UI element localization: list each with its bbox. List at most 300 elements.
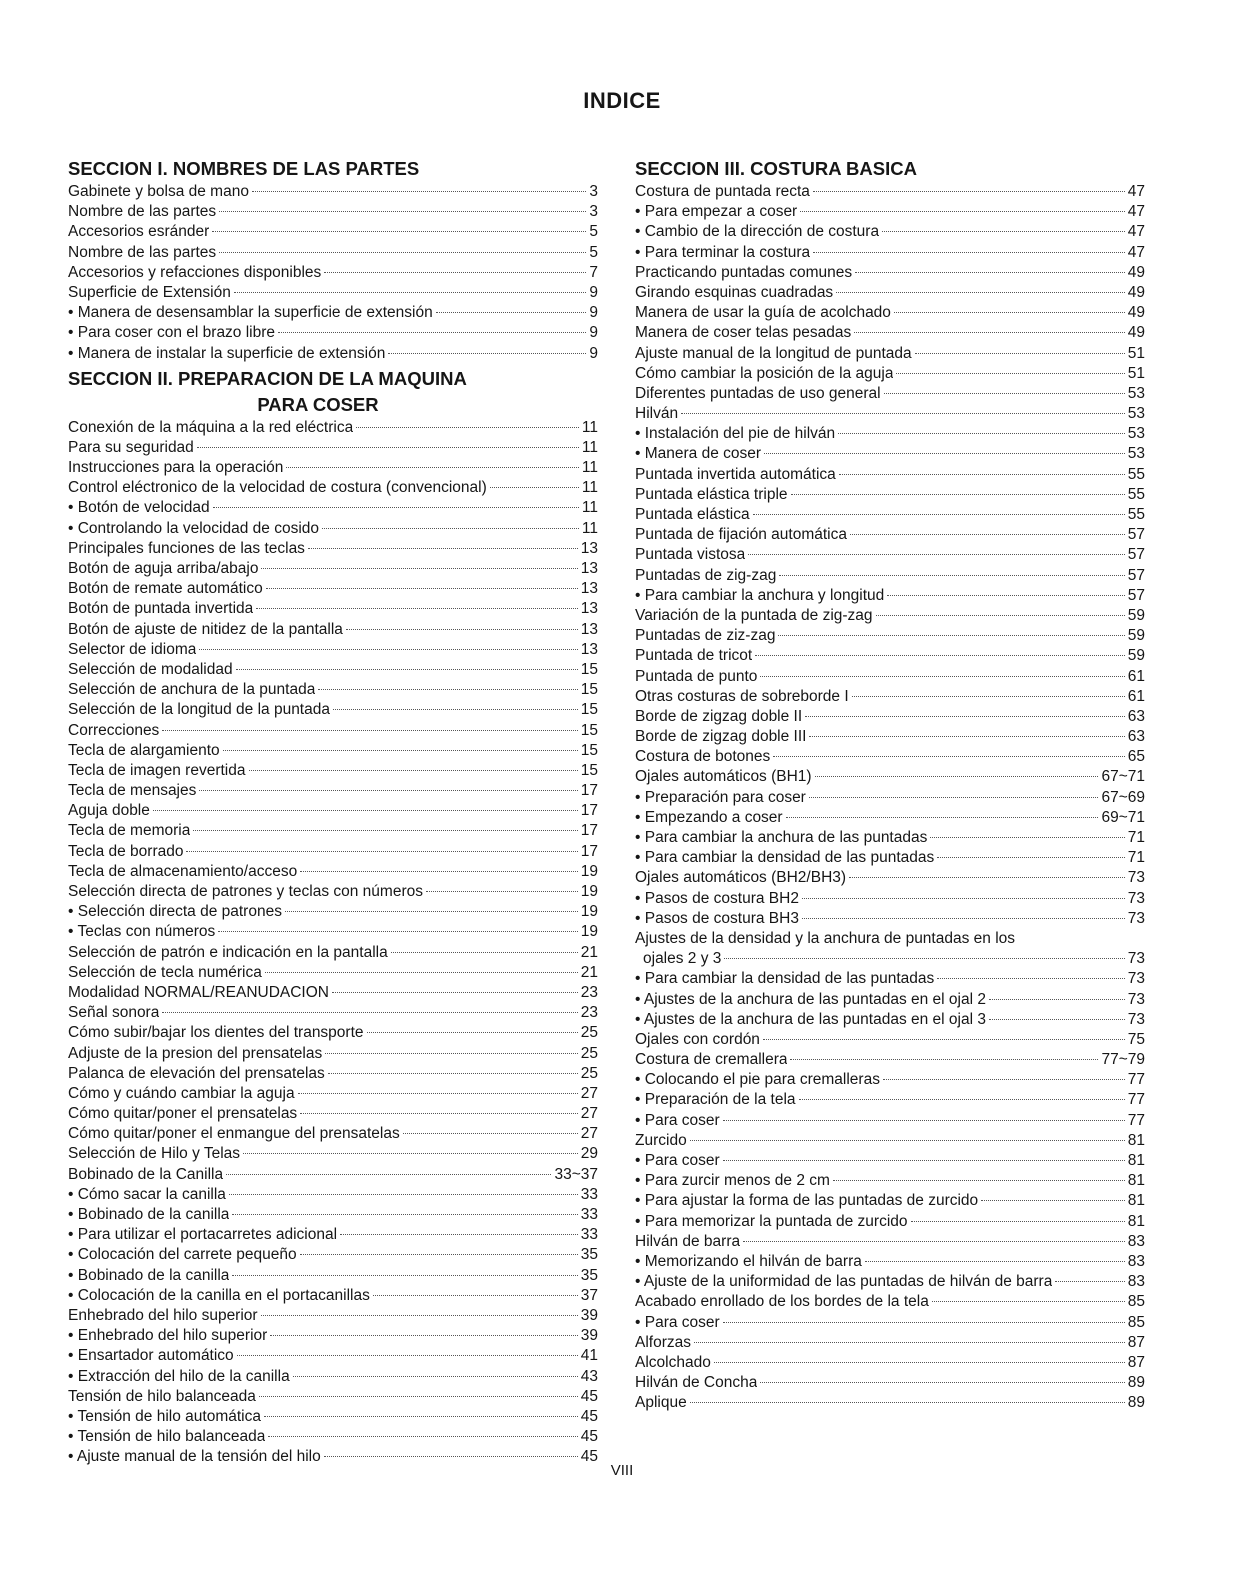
toc-entry-page: 75 [1127,1030,1145,1048]
toc-entry [68,1407,598,1427]
toc-entry-page: 19 [580,883,598,900]
toc-entry-title: Aplique [635,1394,687,1412]
dot-leader [800,211,1125,212]
toc-entry-page: 45 [580,1428,598,1446]
toc-entry [68,922,598,942]
toc-entry-title: Cómo subir/bajar los dientes del transporte [68,1024,364,1042]
toc-entry [635,606,1145,626]
dot-leader [799,1099,1125,1100]
toc-entry-page: 57 [1127,526,1145,544]
toc-entry [635,707,1145,727]
dot-leader [436,312,587,313]
toc-entry-page: 19 [580,923,598,941]
dot-leader [852,696,1125,697]
toc-entry-page: 45 [580,1448,598,1466]
toc-entry-page: 17 [580,802,598,820]
toc-entry-title: Cómo quitar/poner el prensatelas [68,1105,298,1123]
dot-leader [324,272,586,273]
dot-leader [332,992,578,993]
toc-entry [68,721,598,741]
toc-entry-page: 37 [580,1286,598,1304]
toc-entry-title: • Para memorizar la puntada de zurcido [635,1212,908,1230]
toc-entry-title: Superficie de Extensión [68,283,231,301]
dot-leader [882,231,1125,232]
toc-entry-page: 17 [580,842,598,860]
toc-entry [68,680,598,700]
toc-entry-page: 51 [1127,364,1145,382]
toc-entry [68,202,598,222]
toc-entry [635,626,1145,646]
dot-leader [259,1396,578,1397]
toc-entry [68,1185,598,1205]
toc-entry-page: 77 [1127,1111,1145,1129]
dot-leader [186,851,577,852]
toc-entry-page: 73 [1127,990,1145,1008]
dot-leader [300,871,578,872]
toc-entry [635,868,1145,888]
toc-entry-title: Conexión de la máquina a la red eléctrica [68,418,354,436]
dot-leader [813,252,1125,253]
toc-entry-page: 15 [580,681,598,699]
toc-entry [635,283,1145,303]
toc-entry-page: 9 [589,344,598,362]
toc-entry-title: Diferentes puntadas de uso general [635,384,881,402]
toc-entry-title: • Bobinado de la canilla [68,1206,230,1223]
toc-entry-page: 13 [580,560,598,577]
toc-entry-page: 87 [1127,1333,1145,1351]
toc-entry [68,862,598,882]
toc-entry [68,640,598,660]
toc-entry-title: • Colocación del carrete pequeño [68,1246,297,1264]
toc-entry-title: Tensión de hilo balanceada [68,1387,256,1405]
dot-leader [218,931,577,932]
toc-entry [68,579,598,599]
toc-entry-page: 7 [589,263,598,281]
dot-leader [839,474,1125,475]
toc-entry-title: Tecla de almacenamiento/acceso [68,862,298,880]
toc-entry-title: • Selección directa de patrones [68,903,282,921]
toc-entry [68,243,598,263]
toc-entry-title: • Ajustes de la anchura de las puntadas en el ojal 3 [635,1010,986,1028]
toc-entry-title: • Extracción del hilo de la canilla [68,1367,290,1385]
toc-entry-page: 55 [1127,485,1145,503]
dot-leader [278,332,586,333]
toc-entry [635,969,1145,989]
dot-leader [773,756,1124,757]
toc-entry-page: 83 [1127,1273,1145,1291]
toc-entry [635,323,1145,343]
dot-leader [367,1032,578,1033]
toc-entry-title: • Para zurcir menos de 2 cm [635,1172,830,1190]
toc-entry-title: Enhebrado del hilo superior [68,1306,258,1324]
toc-entry-title: Puntada invertida automática [635,465,836,483]
dot-leader [791,494,1125,495]
toc-entry-page: 49 [1127,324,1145,342]
toc-entry [68,620,598,640]
toc-entry-title: • Tensión de hilo automática [68,1407,261,1425]
dot-leader [915,353,1125,354]
toc-entry-page: 63 [1127,707,1145,725]
dot-leader [264,1416,578,1417]
toc-entry [635,646,1145,666]
toc-entry-title: Modalidad NORMAL/REANUDACION [68,983,329,1001]
section-2-subheading: PARA COSER [257,393,379,415]
toc-entry-title: Borde de zigzag doble III [635,728,807,746]
toc-entry-page: 89 [1127,1394,1145,1412]
toc-entry-page: 59 [1127,606,1145,624]
toc-entry-page: 17 [580,782,598,800]
dot-leader [373,1295,578,1296]
toc-entry [635,404,1145,424]
toc-entry-title: Puntada elástica [635,506,750,523]
toc-entry-page: 9 [589,283,598,301]
toc-entry-title: Palanca de elevación del prensatelas [68,1064,325,1082]
dot-leader [286,467,579,468]
toc-entry-title: • Memorizando el hilván de barra [635,1252,862,1270]
toc-entry-page: 73 [1127,869,1145,887]
toc-entry-title: Costura de cremallera [635,1051,788,1069]
toc-entry-title: • Para coser con el brazo libre [68,324,276,342]
dot-leader [318,689,577,690]
toc-entry [635,465,1145,485]
dot-leader [932,1301,1125,1302]
dot-leader [989,999,1125,1000]
dot-leader [865,1261,1125,1262]
dot-leader [243,1153,578,1154]
toc-entry-page: 27 [580,1084,598,1102]
toc-entry [68,1286,598,1306]
dot-leader [937,857,1124,858]
dot-leader [197,447,579,448]
toc-entry-page: 53 [1127,445,1145,463]
dot-leader [981,1200,1125,1201]
toc-entry-page: 35 [580,1246,598,1264]
toc-entry [635,344,1145,364]
toc-entry-title: Ojales automáticos (BH1) [635,768,812,786]
toc-entry-page: 63 [1127,728,1145,746]
toc-entry [635,727,1145,747]
toc-entry-title: • Instalación del pie de hilván [635,425,836,443]
dot-leader [324,1456,578,1457]
toc-entry-page: 57 [1127,546,1145,564]
dot-leader [1055,1281,1124,1282]
toc-entry-title: • Preparación para coser [635,788,806,806]
toc-entry [635,1010,1145,1030]
toc-entry [635,1353,1145,1373]
toc-entry-title: Costura de puntada recta [635,183,810,200]
toc-entry-page: 81 [1127,1172,1145,1190]
toc-entry-title: • Colocación de la canilla en el portacanillas [68,1286,370,1304]
toc-entry-title: Ajuste manual de la longitud de puntada [635,344,912,362]
toc-entry [68,1245,598,1265]
page-title: INDICE [583,88,661,113]
dot-leader [193,830,577,831]
toc-entry [68,1104,598,1124]
toc-entry-page: 13 [580,600,598,618]
toc-entry-page: 15 [580,741,598,759]
toc-entry-title: Selección de modalidad [68,660,233,678]
toc-entry-page: 77 [1127,1091,1145,1109]
page-number: VIII [610,1462,634,1479]
toc-entry-page: 23 [580,983,598,1001]
toc-entry-title: • Manera de desensamblar la superficie de extensión [68,304,433,322]
dot-leader [236,669,578,670]
toc-entry-title: Nombre de las partes [68,203,217,221]
toc-entry [68,1124,598,1144]
toc-entry-page: 11 [581,459,598,477]
dot-leader [694,1342,1125,1343]
section-3-heading: SECCION III. COSTURA BASICA [635,158,917,179]
toc-entry-title: Ojales con cordón [635,1030,760,1048]
dot-leader [333,709,578,710]
toc-entry-page: 85 [1127,1293,1145,1311]
toc-entry-title: Tecla de alargamiento [68,741,220,759]
toc-entry [68,963,598,983]
dot-leader [690,1402,1125,1403]
toc-entry-title: • Para cambiar la anchura y longitud [635,586,885,604]
toc-entry [635,243,1145,263]
toc-entry-page: 33 [580,1226,598,1244]
toc-entry-title: Tecla de memoria [68,822,191,840]
toc-entry-page: 89 [1127,1374,1145,1392]
toc-entry-title: Cómo cambiar la posición de la aguja [635,364,894,382]
dot-leader [300,1254,578,1255]
toc-entry-title: Selección directa de patrones y teclas con números [68,883,423,900]
toc-entry-title: Selección de patrón e indicación en la pantalla [68,943,388,961]
toc-entry-title: Selección de la longitud de la puntada [68,701,330,719]
dot-leader [426,891,578,892]
dot-leader [308,548,578,549]
toc-entry-title: • Pasos de costura BH3 [635,909,799,927]
dot-leader [849,877,1125,878]
toc-entry-multiline-line1: Ajustes de la densidad y la anchura de puntadas en los [635,929,1016,947]
toc-entry-title: Puntada vistosa [635,546,746,564]
toc-entry-page: 17 [580,822,598,840]
toc-entry [68,1427,598,1447]
toc-entry-page: 59 [1127,647,1145,665]
dot-leader [714,1362,1125,1363]
toc-entry [68,983,598,1003]
dot-leader [261,568,577,569]
toc-entry-title: Puntada de fijación automática [635,526,847,544]
toc-entry [68,539,598,559]
toc-entry-page: 85 [1127,1313,1145,1331]
toc-entry [635,1272,1145,1292]
toc-entry-title: Adjuste de la presion del prensatelas [68,1044,323,1062]
toc-entry [635,909,1145,929]
dot-leader [753,514,1125,515]
toc-entry [635,444,1145,464]
dot-leader [322,528,579,529]
toc-entry [635,889,1145,909]
toc-entry [68,821,598,841]
toc-entry [635,1333,1145,1353]
dot-leader [690,1140,1125,1141]
toc-entry-page: 73 [1127,1010,1145,1028]
toc-entry-page: 53 [1127,425,1145,443]
dot-leader [833,1180,1125,1181]
toc-entry-page: 13 [580,539,598,557]
toc-entry-page: 47 [1127,243,1145,261]
dot-leader [249,770,578,771]
dot-leader [778,635,1124,636]
dot-leader [388,353,586,354]
toc-entry-title: Girando esquinas cuadradas [635,283,834,301]
toc-entry-title: Accesorios esránder [68,223,210,241]
toc-entry-title: Alforzas [635,1333,691,1351]
toc-entry-page: 47 [1127,223,1145,241]
toc-entry-page: 23 [580,1004,598,1022]
toc-entry-title: Nombre de las partes [68,243,217,261]
toc-entry-page: 9 [589,304,598,322]
toc-entry-title: Tecla de mensajes [68,782,197,800]
toc-entry-title: Puntadas de ziz-zag [635,627,776,645]
dot-leader [256,608,577,609]
toc-entry-title: • Para cambiar la densidad de las puntadas [635,849,935,867]
toc-entry-page: 13 [580,620,598,638]
toc-entry-page: 29 [580,1145,598,1163]
toc-entry [68,1165,598,1185]
toc-entry [635,828,1145,848]
dot-leader [723,1160,1125,1161]
toc-entry [635,1191,1145,1211]
toc-entry-title: • Para utilizar el portacarretes adicional [68,1226,338,1244]
toc-entry-title: • Para cambiar la anchura de las puntadas [635,829,928,846]
toc-entry-title: • Para coser [635,1152,720,1169]
section-3-list-a [635,182,1145,929]
dot-leader [300,1113,578,1114]
dot-leader [838,433,1125,434]
toc-entry-title: Bobinado de la Canilla [68,1165,224,1183]
toc-entry [68,1003,598,1023]
dot-leader [779,575,1124,576]
toc-entry [68,498,598,518]
toc-entry-page: 19 [580,862,598,880]
section-1-list [68,182,598,364]
dot-leader [490,487,579,488]
dot-leader [265,972,578,973]
dot-leader [764,453,1125,454]
toc-entry [68,478,598,498]
toc-entry-page: 5 [589,223,598,241]
dot-leader [854,332,1124,333]
toc-entry-page: 47 [1127,183,1145,200]
dot-leader [743,1241,1125,1242]
toc-entry-page: 33 [580,1185,598,1203]
toc-entry-title: Puntada de tricot [635,647,753,665]
toc-entry [68,1266,598,1286]
section-1-heading: SECCION I. NOMBRES DE LAS PARTES [68,158,420,179]
dot-leader [937,978,1124,979]
toc-entry [68,902,598,922]
toc-entry [635,1090,1145,1110]
toc-entry [635,202,1145,222]
toc-entry-title: Cómo quitar/poner el enmangue del prensatelas [68,1125,400,1143]
right-column [635,156,1145,1413]
toc-entry-page: 51 [1127,344,1145,362]
toc-entry [635,1292,1145,1312]
dot-leader [403,1133,578,1134]
toc-entry [635,687,1145,707]
toc-entry-title: Aguja doble [68,802,150,820]
toc-entry [635,485,1145,505]
toc-entry-page: 33~37 [554,1165,598,1183]
dot-leader [989,1019,1125,1020]
dot-leader [285,911,578,912]
toc-entry-title: Puntadas de zig-zag [635,566,777,584]
toc-entry-title: • Manera de instalar la superficie de extensión [68,344,386,362]
dot-leader [229,1194,578,1195]
toc-entry-title: Control eléctronico de la velocidad de costura (convencional) [68,479,487,497]
dot-leader [681,413,1125,414]
toc-entry [68,418,598,438]
toc-entry-page: 73 [1127,909,1145,927]
toc-entry [68,943,598,963]
toc-entry [68,1367,598,1387]
dot-leader [162,730,577,731]
dot-leader [232,1214,577,1215]
toc-entry [635,747,1145,767]
toc-entry-title: Selección de Hilo y Telas [68,1145,241,1163]
toc-entry-title: Botón de puntada invertida [68,600,254,618]
toc-entry-title: • Para empezar a coser [635,203,798,221]
dot-leader [884,393,1125,394]
toc-entry-page: 21 [580,943,598,961]
toc-entry-title: Zurcido [635,1131,687,1149]
toc-entry [635,1393,1145,1413]
dot-leader [199,649,577,650]
dot-leader [391,952,578,953]
toc-entry-page: 59 [1127,627,1145,645]
toc-entry-title: Selección de anchura de la puntada [68,681,316,699]
dot-leader [199,790,577,791]
toc-entry [68,1205,598,1225]
toc-entry-title: Acabado enrollado de los bordes de la tela [635,1293,929,1311]
toc-entry-page: 71 [1127,829,1145,846]
section-3-list-b [635,969,1145,1413]
toc-entry [68,1044,598,1064]
toc-entry-page: 69~71 [1101,808,1145,826]
toc-entry-title: • Bobinado de la canilla [68,1266,230,1284]
dot-leader [815,776,1099,777]
toc-entry-page: 83 [1127,1232,1145,1250]
dot-leader [219,211,586,212]
toc-entry-page: 11 [581,499,598,517]
toc-entry-title: • Para ajustar la forma de las puntadas de zurcido [635,1192,979,1210]
toc-entry [635,1111,1145,1131]
left-column [68,156,598,1467]
toc-entry-title: Manera de usar la guía de acolchado [635,304,891,322]
toc-entry [68,1306,598,1326]
toc-entry [635,788,1145,808]
dot-leader [760,676,1124,677]
toc-entry-title: Botón de remate automático [68,580,263,598]
dot-leader [234,292,587,293]
dot-leader [340,1234,578,1235]
toc-entry-title: Selección de tecla numérica [68,963,262,981]
toc-entry-page: 19 [580,903,598,921]
toc-entry [68,458,598,478]
toc-entry [635,364,1145,384]
toc-entry [68,283,598,303]
toc-entry-page: 27 [580,1105,598,1123]
toc-entry-title: • Manera de coser [635,445,762,463]
toc-entry-page: 25 [580,1044,598,1062]
toc-entry [635,848,1145,868]
toc-entry [68,741,598,761]
toc-entry-multiline-line2: ojales 2 y 3 [643,950,722,968]
toc-entry [635,1373,1145,1393]
